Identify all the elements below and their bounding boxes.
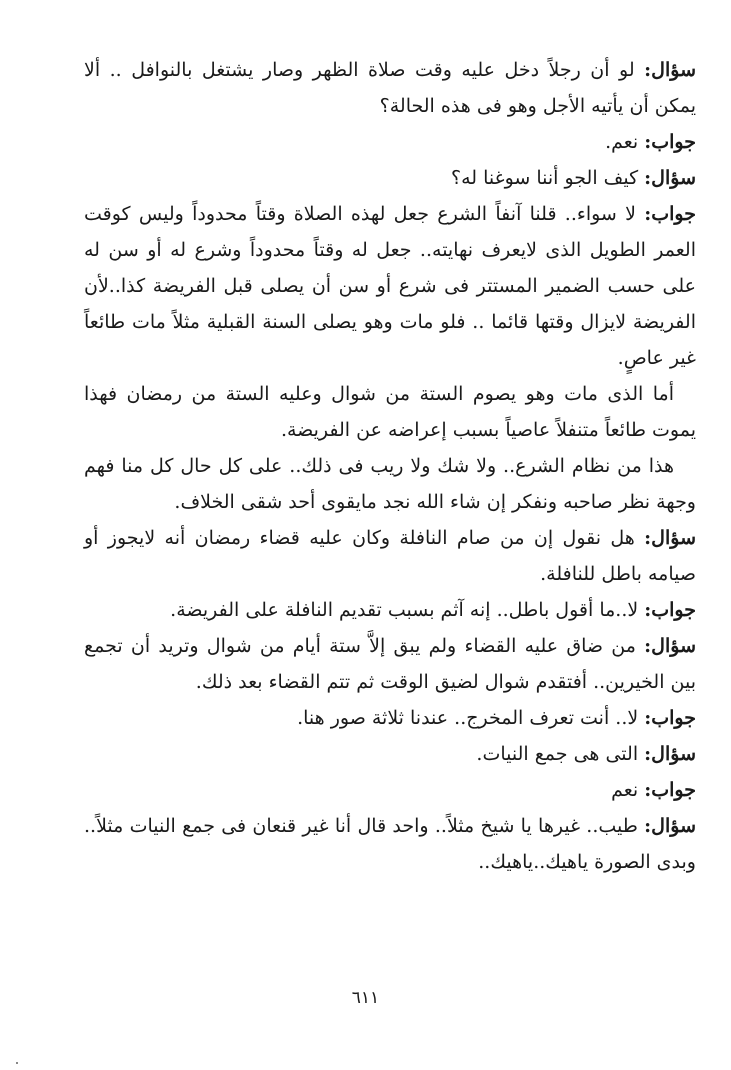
page-body [84,52,696,880]
paragraph-text: من ضاق عليه القضاء ولم يبق إلاَّ ستة أيام من شوال وتريد أن تجمع بين الخيرين.. أفتقدم شوال لضيق الوقت ثم تتم القضاء بعد ذلك. [84,635,696,693]
paragraph-9 [84,628,696,700]
paragraph-text: لا.. أنت تعرف المخرج.. عندنا ثلاثة صور هنا. [297,707,645,729]
paragraph-7 [84,520,696,592]
paragraph-text: هذا من نظام الشرع.. ولا شك ولا ريب فى ذلك.. على كل حال كل منا فهم وجهة نظر صاحبه ونفكر إن شاء الله نجد مايقوى أحد شقى الخلاف. [84,455,696,513]
page-number: ٦١١ [351,988,380,1008]
paragraph-4 [84,196,696,376]
question-label: سؤال: [644,743,696,765]
paragraph-text: طيب.. غيرها يا شيخ مثلاً.. واحد قال أنا غير قنعان فى جمع النيات مثلاً.. وبدى الصورة ياهيك..ياهيك.. [84,815,696,873]
paragraph-text: نعم. [605,131,645,153]
answer-label: جواب: [644,599,696,621]
paragraph-10 [84,700,696,736]
paragraph-text: هل نقول إن من صام النافلة وكان عليه قضاء رمضان أنه لايجوز أو صيامه باطل للنافلة. [84,527,696,585]
question-label: سؤال: [644,59,696,81]
question-label: سؤال: [644,635,696,657]
paragraph-text: التى هى جمع النيات. [476,743,645,765]
paragraph-text: نعم [611,779,645,801]
paragraph-5 [84,376,696,448]
paragraph-6 [84,448,696,520]
answer-label: جواب: [644,707,696,729]
paragraph-text: كيف الجو أننا سوغنا له؟ [451,167,645,189]
paragraph-text: لا سواء.. قلنا آنفاً الشرع جعل لهذه الصلاة وقتاً محدوداً وليس كوقت العمر الطويل الذى لايعرف نهايته.. جعل له وقتاً محدوداً وشرع له أو سن له على حسب الضمير المستتر فى شرع أو سن أن يصلى قبل الفريضة كذا..لأن الفريضة لايزال وقتها قائما .. فلو مات وهو يصلى السنة القبلية مثلاً مات طائعاً غير عاصٍ. [84,203,696,369]
question-label: سؤال: [644,527,696,549]
scan-speck [16,1062,18,1064]
paragraph-2 [84,124,696,160]
answer-label: جواب: [644,203,696,225]
paragraph-3 [84,160,696,196]
paragraph-1 [84,52,696,124]
paragraph-11 [84,736,696,772]
paragraph-12 [84,772,696,808]
answer-label: جواب: [644,131,696,153]
paragraph-8 [84,592,696,628]
paragraph-text: لو أن رجلاً دخل عليه وقت صلاة الظهر وصار يشتغل بالنوافل .. ألا يمكن أن يأتيه الأجل وهو فى هذه الحالة؟ [84,59,696,117]
paragraph-text: لا..ما أقول باطل.. إنه آثم بسبب تقديم النافلة على الفريضة. [170,599,645,621]
paragraph-13 [84,808,696,880]
question-label: سؤال: [644,167,696,189]
question-label: سؤال: [644,815,696,837]
answer-label: جواب: [644,779,696,801]
paragraph-text: أما الذى مات وهو يصوم الستة من شوال وعليه الستة من رمضان فهذا يموت طائعاً متنفلاً عاصياً بسبب إعراضه عن الفريضة. [84,383,696,441]
